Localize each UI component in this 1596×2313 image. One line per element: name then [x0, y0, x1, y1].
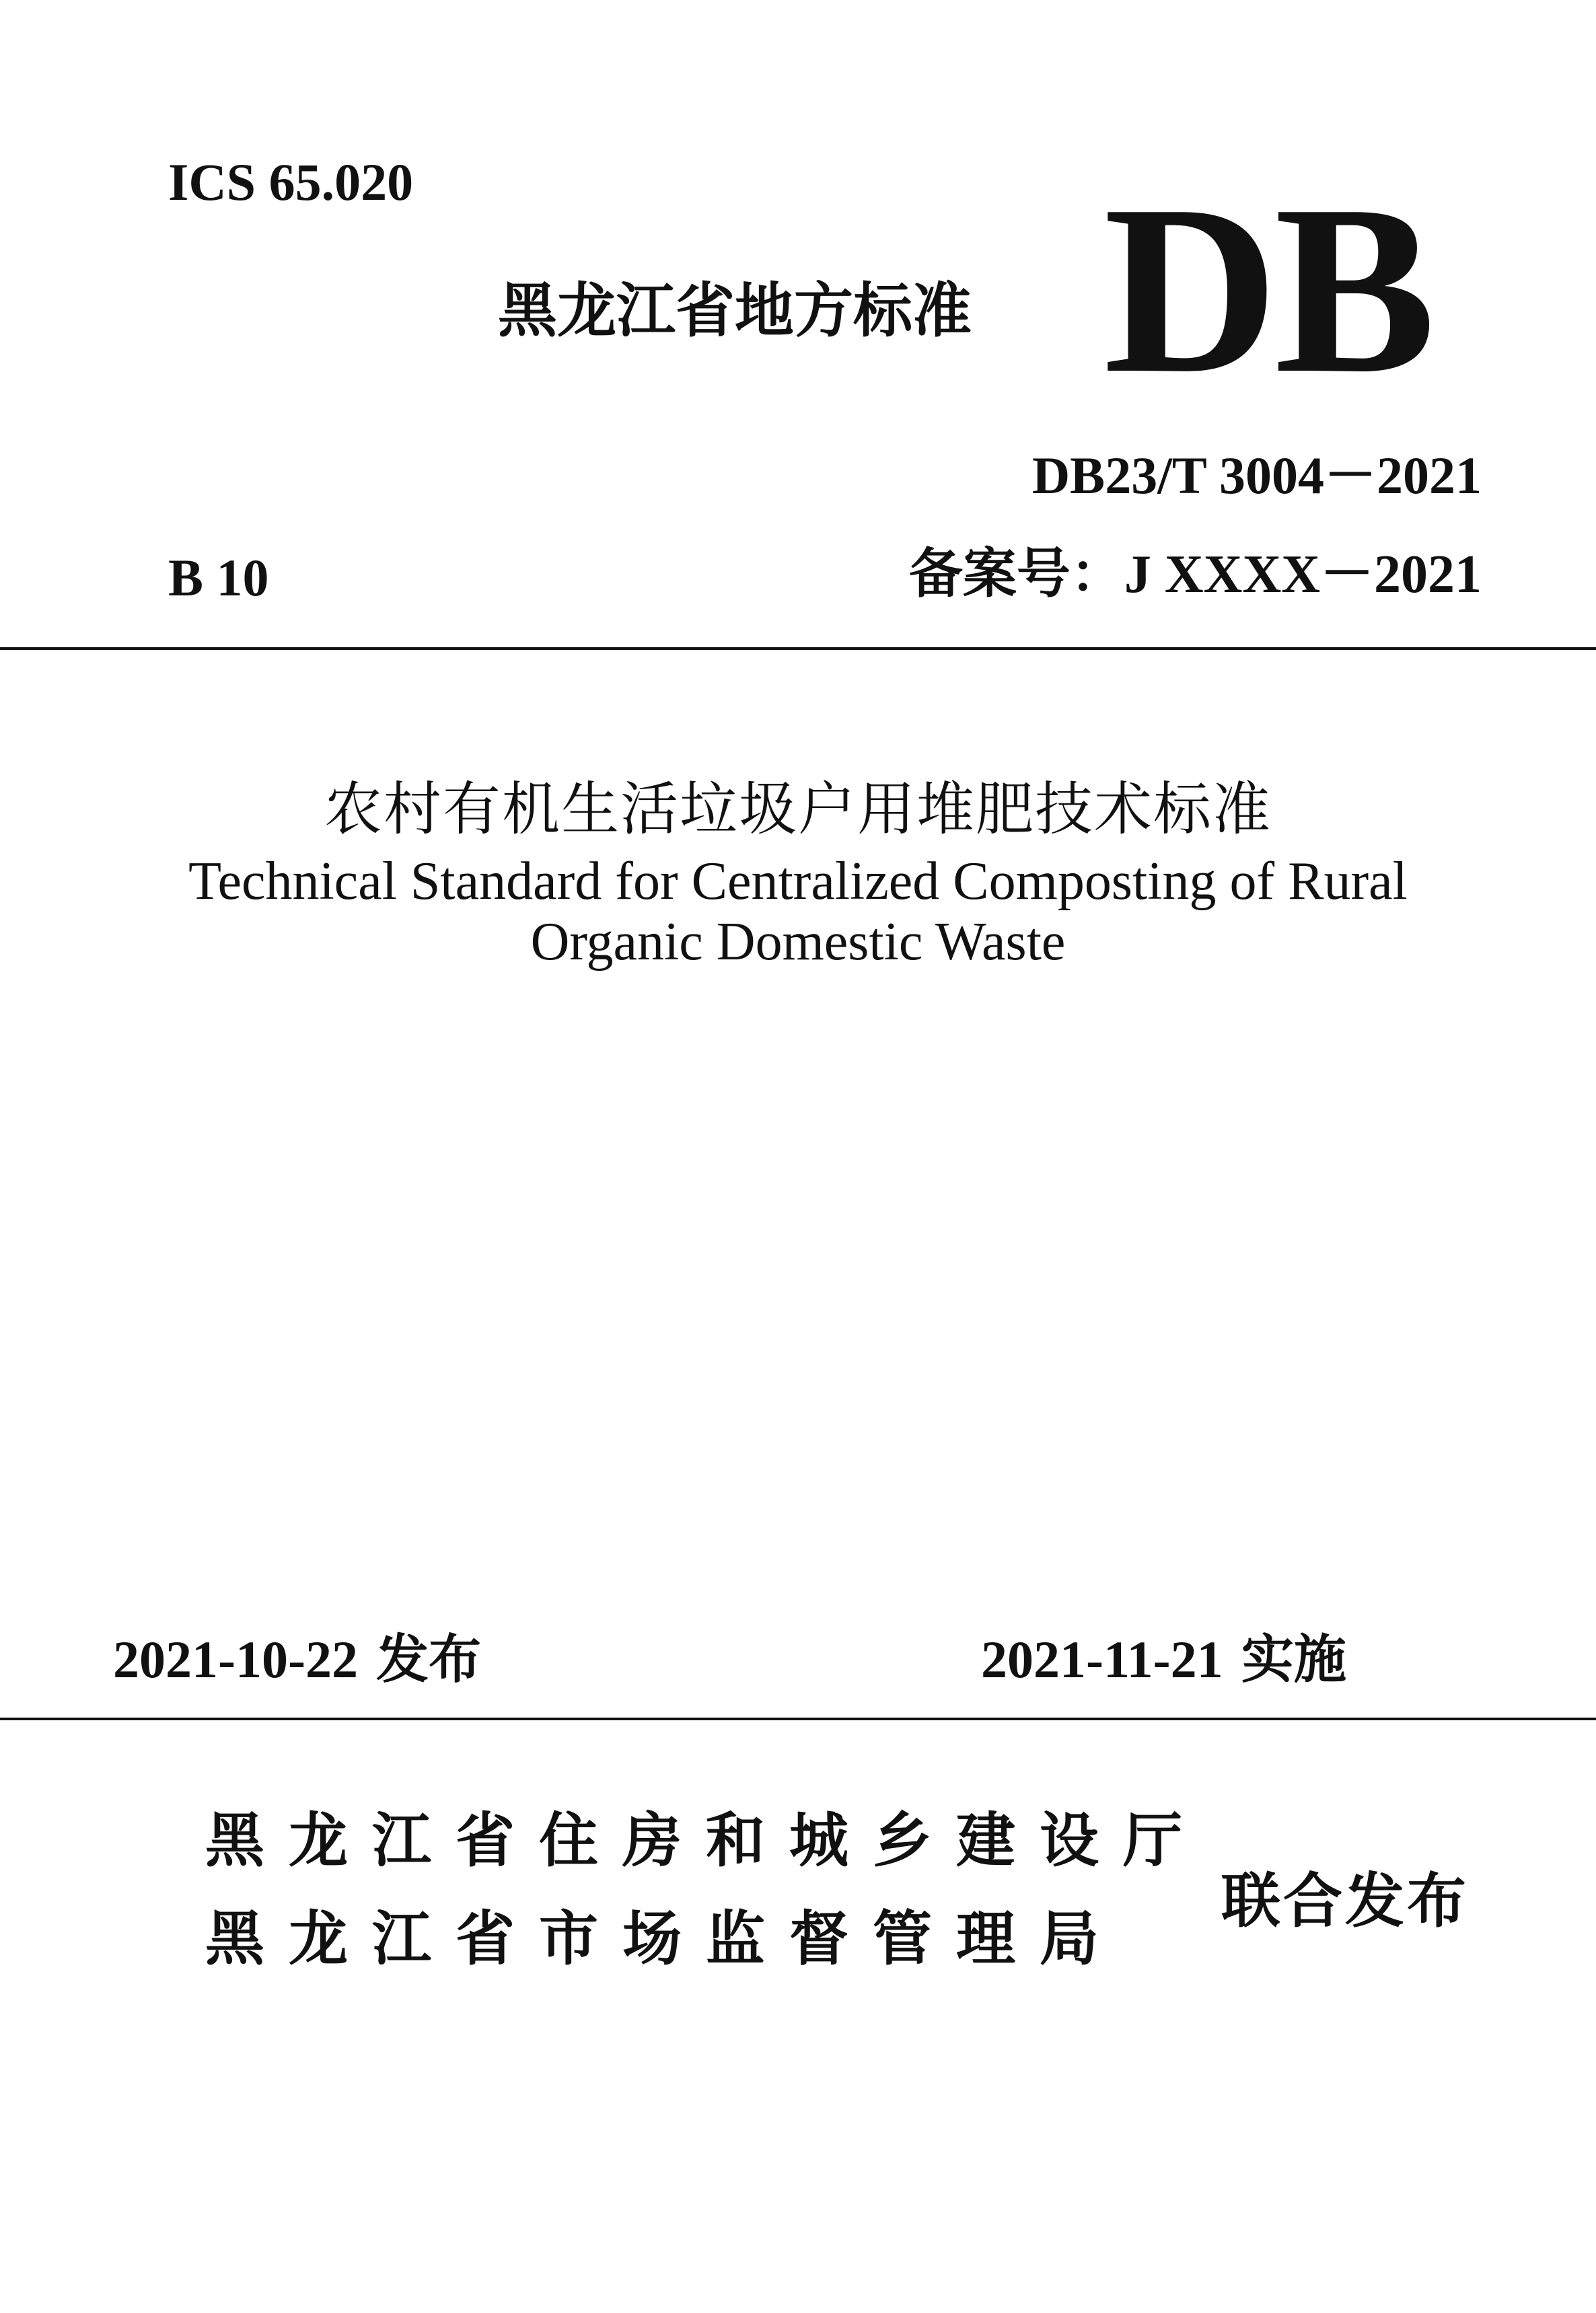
- implementation-date: [981, 1629, 1346, 1690]
- title-english-line-1: Technical Standard for Centralized Composting of Rural: [188, 852, 1408, 911]
- joint-issue-label: 联合发布: [1221, 1866, 1470, 1936]
- record-number-label: 备案号：: [908, 542, 1124, 605]
- ics-code: ICS 65.020: [168, 153, 414, 211]
- title-english-line-2: Organic Domestic Waste: [530, 912, 1066, 971]
- standard-type: 黑龙江省地方标准: [498, 276, 972, 345]
- issue-date-label: 发布: [376, 1629, 482, 1690]
- record-number: [908, 542, 1482, 605]
- title-chinese: 农村有机生活垃圾户用堆肥技术标准: [324, 776, 1272, 843]
- standard-number: DB23/T 3004－2021: [1031, 446, 1482, 505]
- classification-code: B 10: [168, 548, 269, 607]
- db-logo: DB: [1103, 155, 1432, 423]
- issuer-market-regulation-bureau: 黑龙江省市场监督管理局: [205, 1904, 1124, 1973]
- record-number-value: J XXXX－2021: [1124, 545, 1482, 604]
- bottom-divider: [0, 1718, 1596, 1720]
- title-english: [0, 851, 1596, 972]
- implementation-date-value: 2021-11-21: [981, 1630, 1223, 1689]
- issue-date-value: 2021-10-22: [113, 1630, 358, 1689]
- issue-date: [113, 1629, 482, 1690]
- implementation-date-label: 实施: [1241, 1629, 1346, 1690]
- issuer-housing-department: 黑龙江省住房和城乡建设厅: [205, 1806, 1207, 1875]
- top-divider: [0, 647, 1596, 650]
